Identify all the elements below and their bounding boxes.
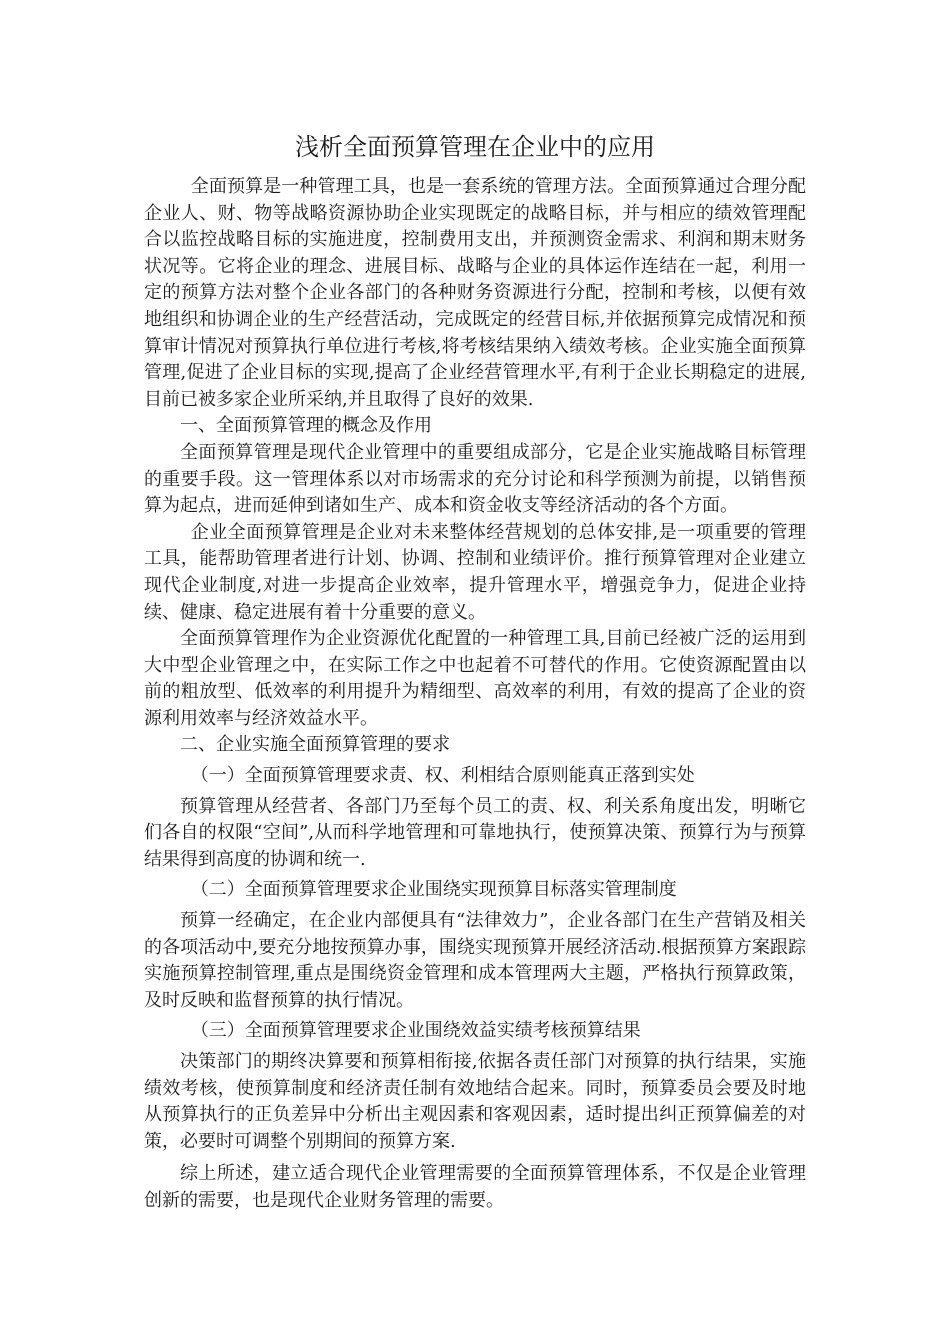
subsection-3-heading: （三）全面预算管理要求企业围绕效益实绩考核预算结果 xyxy=(190,1020,641,1042)
document-page xyxy=(144,130,806,1215)
section-1-paragraph-2: 企业全面预算管理是企业对未来整体经营规划的总体安排,是一项重要的管理工具，能帮助管理者进行计划、协调、控制和业绩评价。推行预算管理对企业建立现代企业制度,对进一步提高企业效率，提升管理水平，增强竞争力，促进企业持续、健康、稳定进展有着十分重要的意义。 xyxy=(144,521,806,623)
intro-paragraph: 全面预算是一种管理工具，也是一套系统的管理方法。全面预算通过合理分配企业人、财、物等战略资源协助企业实现既定的战略目标，并与相应的绩效管理配合以监控战略目标的实施进度，控制费用支出，并预测资金需求、利润和期末财务状况等。它将企业的理念、进展目标、战略与企业的具体运作连结在一起，利用一定的预算方法对整个企业各部门的各种财务资源进行分配，控制和考核，以便有效地组织和协调企业的生产经营活动，完成既定的经营目标,并依据预算完成情况和预算审计情况对预算执行单位进行考核,将考核结果纳入绩效考核。企业实施全面预算管理,促进了企业目标的实现,提高了企业经营管理水平,有利于企业长期稳定的进展,目前已被多家企业所采纳,并且取得了良好的效果. xyxy=(144,176,806,410)
subsection-1-paragraph: 预算管理从经营者、各部门乃至每个员工的责、权、利关系角度出发，明晰它们各自的权限“空间”,从而科学地管理和可靠地执行，使预算决策、预算行为与预算结果得到高度的协调和统一. xyxy=(144,795,806,870)
section-1-paragraph-1: 全面预算管理是现代企业管理中的重要组成部分，它是企业实施战略目标管理的重要手段。这一管理体系以对市场需求的充分讨论和科学预测为前提，以销售预算为起点，进而延伸到诸如生产、成本和资金收支等经济活动的各个方面。 xyxy=(144,441,806,517)
subsection-1-heading: （一）全面预算管理要求责、权、利相结合原则能真正落到实处 xyxy=(190,765,695,787)
section-2-heading: 二、企业实施全面预算管理的要求 xyxy=(180,734,450,756)
subsection-2-paragraph: 预算一经确定，在企业内部便具有“法律效力”，企业各部门在生产营销及相关的各项活动中,要充分地按预算办事，围绕实现预算开展经济活动.根据预算方案跟踪实施预算控制管理,重点是围绕资金管理和成本管理两大主题，严格执行预算政策，及时反映和监督预算的执行情况。 xyxy=(144,910,806,1011)
subsection-3-paragraph: 决策部门的期终决算要和预算相衔接,依据各责任部门对预算的执行结果，实施绩效考核，使预算制度和经济责任制有效地结合起来。同时，预算委员会要及时地从预算执行的正负差异中分析出主观因素和客观因素，适时提出纠正预算偏差的对策，必要时可调整个别期间的预算方案. xyxy=(144,1051,806,1152)
section-1-paragraph-3: 全面预算管理作为企业资源优化配置的一种管理工具,目前已经被广泛的运用到大中型企业管理之中，在实际工作之中也起着不可替代的作用。它使资源配置由以前的粗放型、低效率的利用提升为精细型、高效率的利用，有效的提高了企业的资源利用效率与经济效益水平。 xyxy=(144,628,806,729)
subsection-2-heading: （二）全面预算管理要求企业围绕实现预算目标落实管理制度 xyxy=(190,879,677,901)
section-1-heading: 一、全面预算管理的概念及作用 xyxy=(180,415,432,437)
conclusion-paragraph: 综上所述，建立适合现代企业管理需要的全面预算管理体系，不仅是企业管理创新的需要，也是现代企业财务管理的需要。 xyxy=(144,1163,806,1211)
document-title: 浅析全面预算管理在企业中的应用 xyxy=(295,133,655,161)
